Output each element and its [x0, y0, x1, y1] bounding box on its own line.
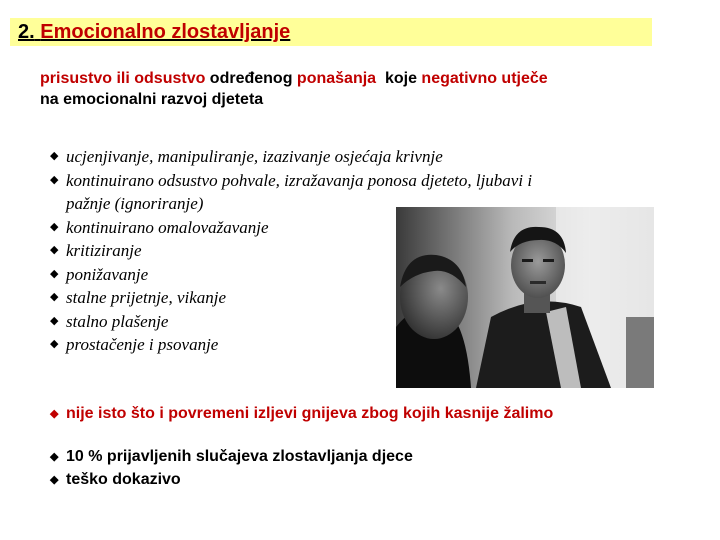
definition-part-5: negativno utječe — [421, 70, 548, 87]
list-item — [50, 445, 413, 468]
list-item — [50, 145, 670, 169]
diamond-bullet-icon: ◆ — [50, 291, 59, 303]
list-item — [50, 169, 670, 193]
list-item — [50, 402, 553, 425]
facts-list — [50, 445, 413, 491]
diamond-bullet-icon: ◆ — [50, 220, 59, 233]
list-item-text: ucjenjivanje, manipuliranje, izazivanje osjećaja krivnje — [66, 147, 443, 166]
list-item-text: stalne prijetnje, vikanje — [66, 288, 227, 307]
fact-text: teško dokazivo — [66, 471, 181, 488]
list-item-text: prostačenje i psovanje — [66, 335, 219, 354]
fact-text: 10 % prijavljenih slučajeva zlostavljanja djece — [66, 448, 413, 465]
list-item-text: pažnje (ignoriranje) — [66, 194, 204, 213]
definition-part-1: prisustvo ili odsustvo — [40, 70, 206, 87]
note-red-text: nije isto što i povremeni izljevi gnijeva zbog kojih kasnije žalimo — [66, 405, 554, 422]
list-item-text: kontinuirano odsustvo pohvale, izražavanja ponosa djeteto, ljubavi i — [66, 170, 533, 190]
diamond-bullet-icon: ◆ — [50, 150, 59, 162]
definition-part-4: koje — [376, 70, 422, 87]
title-number: 2. — [18, 21, 35, 43]
diamond-bullet-icon: ◆ — [50, 173, 59, 186]
note-list — [50, 402, 553, 425]
definition — [40, 68, 660, 110]
title-text: Emocionalno zlostavljanje — [40, 21, 291, 43]
diamond-bullet-icon: ◆ — [50, 314, 59, 327]
list-item-text: ponižavanje — [66, 264, 149, 284]
definition-line-2: na emocionalni razvoj djeteta — [40, 91, 264, 108]
diamond-bullet-icon: ◆ — [50, 408, 59, 420]
diamond-bullet-icon: ◆ — [50, 338, 59, 350]
diamond-bullet-icon: ◆ — [50, 267, 59, 280]
list-item-text: stalno plašenje — [66, 311, 169, 331]
title-bar — [10, 18, 652, 46]
photo-man-and-child — [396, 207, 654, 388]
diamond-bullet-icon: ◆ — [50, 244, 59, 256]
list-item-text: kritiziranje — [66, 241, 142, 260]
definition-part-3: ponašanja — [296, 70, 377, 87]
list-item-text: kontinuirano omalovažavanje — [66, 217, 269, 237]
diamond-bullet-icon: ◆ — [50, 451, 59, 463]
slide-title — [18, 21, 290, 44]
list-item — [50, 468, 413, 491]
definition-part-2: određenog — [205, 70, 297, 87]
diamond-bullet-icon: ◆ — [50, 474, 59, 486]
